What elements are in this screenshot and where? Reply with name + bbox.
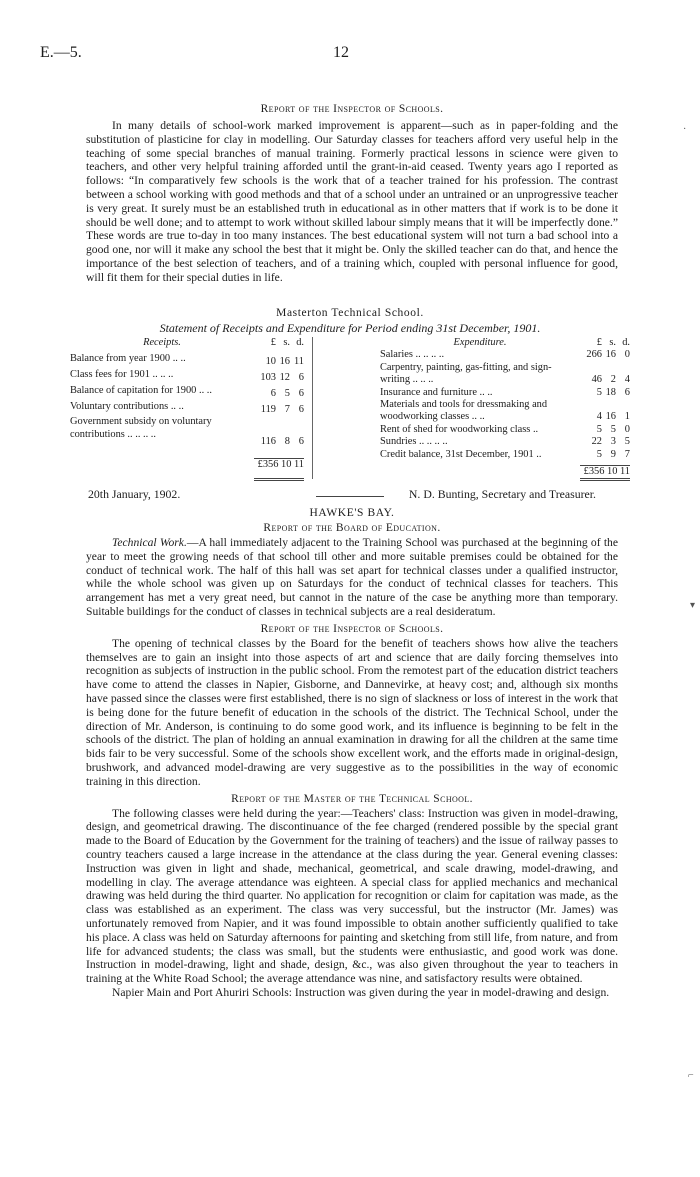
margin-mark: ⌐: [688, 1070, 694, 1081]
pounds-value: 119: [260, 403, 276, 415]
expenditure-row: [376, 399, 630, 424]
pounds-value: 103: [260, 372, 276, 384]
inspector-heading: Report of the Inspector of Schools.: [260, 622, 444, 635]
expenditure-row: [376, 362, 630, 387]
expenditure-row: [376, 436, 630, 448]
pence-value: 0: [624, 423, 630, 435]
shillings-value: 2: [610, 374, 616, 386]
statement-tables: [70, 337, 630, 481]
board-paragraph: [86, 536, 618, 619]
item-label: Salaries .. .. .. ..: [380, 349, 445, 361]
hawkes-bay-section: [86, 506, 618, 1000]
item-label: Balance from year 1900 .. ..: [70, 352, 186, 364]
inspector-report-section: [86, 102, 618, 285]
pence-value: 5: [624, 436, 630, 448]
shillings-value: 16: [605, 411, 616, 423]
item-label: Voluntary contributions .. ..: [70, 400, 184, 412]
master-heading: Report of the Master of the Technical School.: [231, 792, 473, 805]
pence-value: 1: [624, 411, 630, 423]
receipt-row: [70, 353, 313, 369]
pence-value: 6: [624, 386, 630, 398]
shilling-header: s.: [609, 337, 616, 348]
statement-title: Statement of Receipts and Expenditure for Period ending 31st December, 1901.: [159, 321, 541, 335]
margin-mark: ▾: [690, 600, 696, 611]
pound-header: £: [270, 337, 276, 348]
item-label: Sundries .. .. .. ..: [380, 436, 448, 448]
financial-statement: [70, 306, 630, 502]
item-label: Rent of shed for woodworking class ..: [380, 423, 539, 435]
receipt-row: [70, 416, 313, 448]
board-lead: Technical Work.: [112, 536, 187, 549]
expenditure-row: [376, 349, 630, 361]
region-title: HAWKE'S BAY.: [309, 507, 395, 519]
pounds-value: 22: [591, 436, 602, 448]
shillings-value: 7: [284, 403, 290, 415]
expenditure-row: [376, 424, 630, 436]
pence-value: 6: [298, 435, 304, 447]
pounds-value: 10: [265, 356, 276, 368]
expenditure-row: [376, 449, 630, 461]
final-paragraph: Napier Main and Port Ahuriri Schools: Instruction was given during the year in model-drawing and design.: [112, 985, 610, 999]
receipts-table: [70, 337, 313, 481]
expenditure-total: £356 10 11: [580, 465, 630, 479]
shilling-header: s.: [283, 337, 290, 348]
shillings-value: 12: [279, 372, 290, 384]
board-text: —A hall immediately adjacent to the Training School was purchased at the beginning of the year to meet the growing needs of that school till other and more suitable premises could be obtained for the conduct of technical work. The half of this hall was set apart for technical classes under a qualified instructor, while the whole school was given up on Saturdays for the conduct of technical classes for teachers. This arrangement has met a very great need, but cannot in the nature of the case be anything more than temporary. Suitable buildings for the conduct of classes in technical subjects are a real desideratum.: [86, 536, 618, 618]
receipts-heading: Receipts.: [143, 337, 181, 348]
item-label: Insurance and furniture .. ..: [380, 386, 493, 398]
signature-line: [70, 487, 630, 502]
item-label: Credit balance, 31st December, 1901 ..: [380, 448, 542, 460]
shillings-value: 9: [610, 448, 616, 460]
expenditure-row: [376, 387, 630, 399]
pence-value: 6: [298, 372, 304, 384]
expenditure-heading: Expenditure.: [453, 337, 507, 348]
shillings-value: 5: [610, 423, 616, 435]
section-divider: [316, 496, 384, 497]
section-heading: Report of the Inspector of Schools.: [260, 103, 444, 115]
series-label: E.—5.: [40, 44, 82, 61]
shillings-value: 3: [610, 436, 616, 448]
pounds-value: 6: [270, 388, 276, 400]
receipt-row: [70, 401, 313, 417]
shillings-value: 16: [605, 349, 616, 361]
receipt-row: [70, 385, 313, 401]
item-label: Carpentry, painting, gas-fitting, and sign-writing .. .. ..: [380, 361, 552, 386]
pence-value: 7: [624, 448, 630, 460]
pence-value: 11: [293, 356, 304, 368]
pounds-value: 266: [586, 349, 602, 361]
item-label: Balance of capitation for 1900 .. ..: [70, 384, 212, 396]
item-label: Government subsidy on voluntary contributions .. .. .. ..: [70, 416, 212, 440]
pence-value: 4: [624, 374, 630, 386]
master-paragraph: The following classes were held during the year:—Teachers' class: Instruction was given in model-drawing, design, and geometrical drawing. The discontinuance of the fee charged (rendered possible by the special grant made to the Board of Education by the Government for the training of teachers) and the issue of railway passes to country teachers caused a large increase in the attendance at the class during the year. General evening classes: Instruction was given in light and shade, mechanical, geometrical, and scale drawing, model-drawing, and modelling in clay. The average attendance was eighteen. A special class for applied mechanics and mechanical drawing was held during the third quarter. No application for recognition or claim for capitation was made, as the class was established as an experiment. The class was very successful, but the instructor (Mr. James) was unfortunately removed from Napier, and it was found impossible to obtain another sufficiently qualified to take his place. A class was held on Saturday afternoons for painting and sketching from still life, from nature, and from life for advanced students; the class was small, but the students were enthusiastic, and good work was done. Instruction in model-drawing, light and shade, design, &c., was also given throughout the year to teachers in training at the White Road School; the average attendance was nine, and satisfactory results were obtained.: [86, 806, 618, 986]
shillings-value: 18: [605, 386, 616, 398]
expenditure-table: [376, 337, 630, 481]
shillings-value: 16: [279, 356, 290, 368]
inspector-paragraph: The opening of technical classes by the Board for the benefit of teachers shows how alive the teachers themselves are to gain an insight into those aspects of art and science that are daily forcing themselves into recognition as subjects of instruction in the public school. From the remotest part of the education district teachers have come to attend the classes in Napier, Gisborne, and Dannevirke, at heavy cost; and, although six months have passed since the classes were first established, there is no sign of slackness or loss of interest in the work that is being done for the future benefit of education in the schools of the district. The Technical School, under the direction of Mr. Anderson, is continuing to do some good work, and its influence is beginning to be felt in the schools of the district. The plan of holding an annual examination in drawing for all the children at the same time bids fair to be very successful. Some of the schools show excellent work, and the efforts made in original-design, brushwork, and advanced model-drawing are very suggestive as to the possibilities in the way of economic training in this direction.: [86, 636, 618, 788]
pence-value: 0: [624, 349, 630, 361]
pence-value: 6: [298, 403, 304, 415]
margin-mark: ·: [683, 124, 687, 135]
item-label: Class fees for 1901 .. .. ..: [70, 368, 174, 380]
receipt-row: [70, 369, 313, 385]
paragraph: In many details of school-work marked improvement is apparent—such as in paper-folding and the substitution of plasticine for clay in modelling. Our Saturday classes for teachers afford very useful help in the teaching of some special branches of manual training. Formerly practical lessons in science were given to teachers, and other very helpful training afforded until the grant-in-aid ceased. Twenty years ago I reported as follows: “In comparatively few schools is the work that of a teacher trained for his profession. The contrast between a school working with good methods and that of a school under an untrained or an unprogressive teacher is very great. It surely must be an established truth in educational as in other matters that if work is to be done it should be well done; and to attempt to work without skilled labour simply means that it will be imperfectly done.” These words are true to-day in too many instances. The best educational system will not turn a bad school into a good one, nor will it make any school the best that it might be. Only the skilled teacher can do that, and hence the importance of the best selection of teachers, and of a training which, coupled with personal influence for good, will fit them for their special duties in life.: [86, 119, 618, 284]
pounds-value: 4: [596, 411, 602, 423]
pence-header: d.: [622, 337, 630, 348]
pounds-value: 116: [260, 435, 276, 447]
page-number: 12: [333, 44, 349, 61]
item-label: Materials and tools for dressmaking and woodworking classes .. ..: [380, 399, 548, 423]
pence-value: 6: [298, 388, 304, 400]
shillings-value: 5: [284, 388, 290, 400]
pounds-value: 46: [591, 374, 602, 386]
statement-date: 20th January, 1902.: [88, 486, 181, 501]
pounds-value: 5: [596, 448, 602, 460]
pounds-value: 5: [596, 423, 602, 435]
signatory: N. D. Bunting, Secretary and Treasurer.: [408, 486, 596, 501]
pence-header: d.: [296, 337, 304, 348]
pounds-value: 5: [596, 386, 602, 398]
pound-header: £: [596, 337, 602, 348]
school-title: Masterton Technical School.: [276, 307, 424, 319]
shillings-value: 8: [284, 435, 290, 447]
board-heading: Report of the Board of Education.: [263, 522, 441, 534]
receipts-total: £356 10 11: [254, 458, 304, 479]
